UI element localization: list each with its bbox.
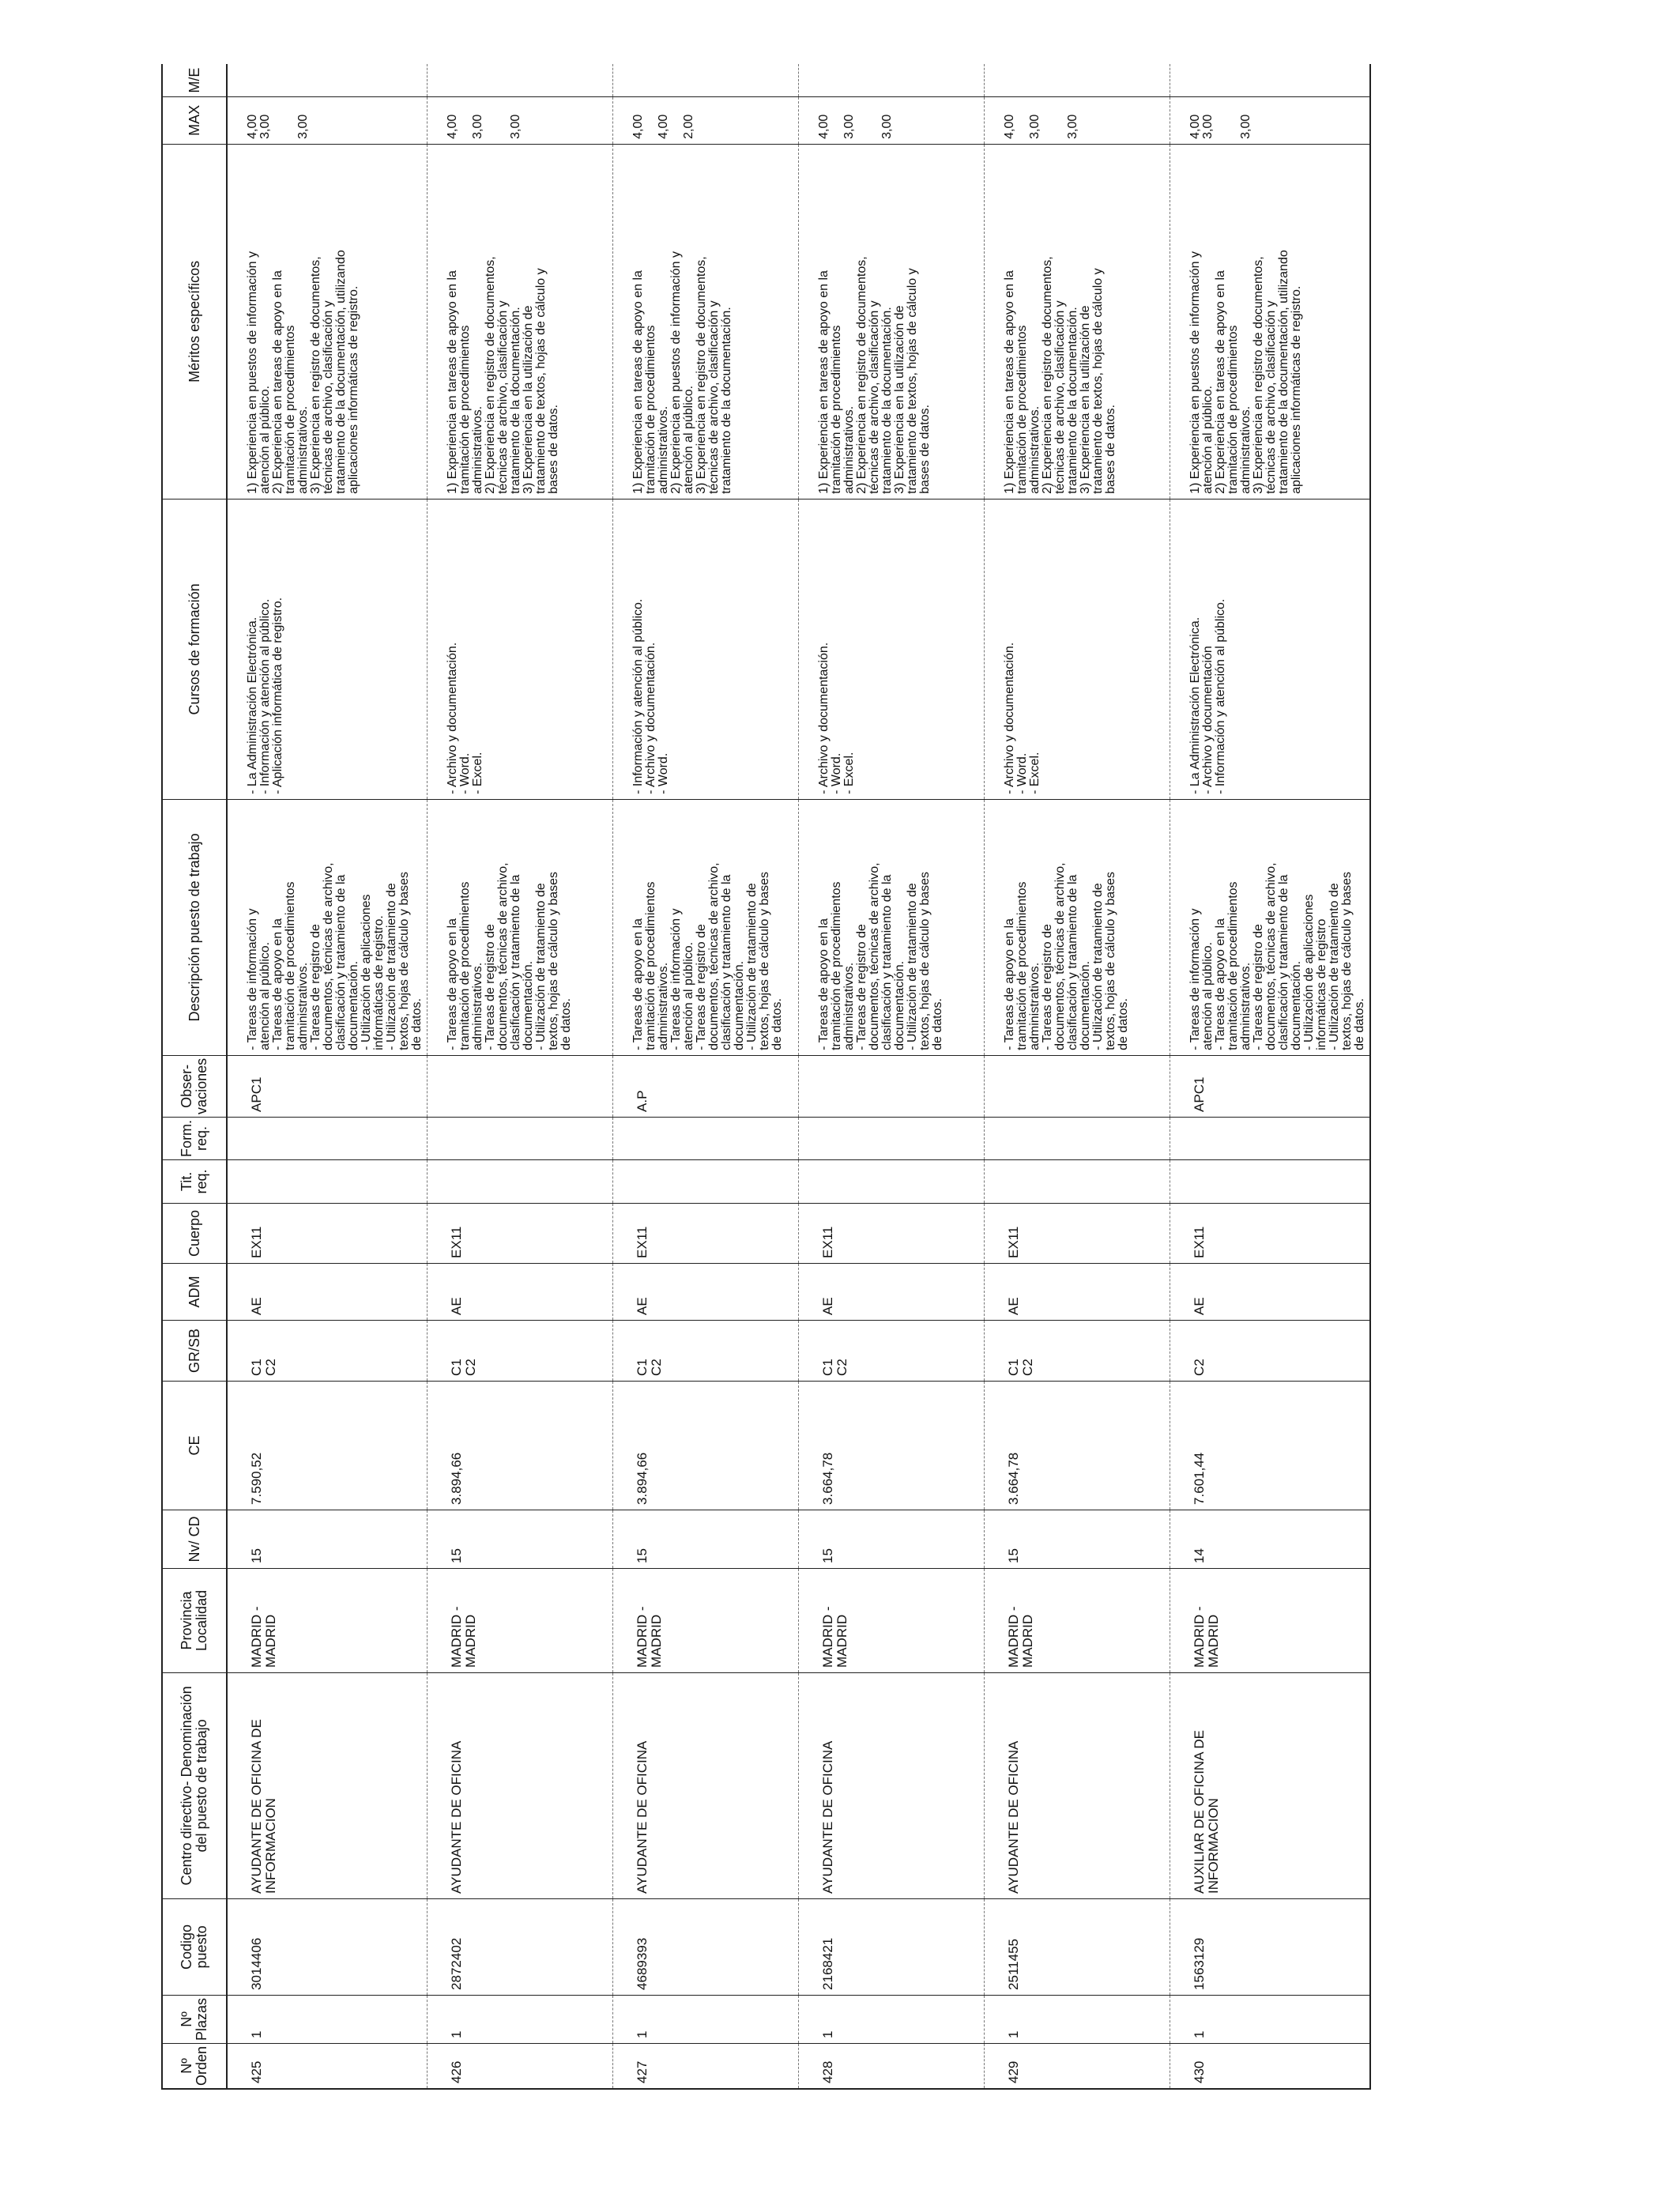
adm-cell: AE — [613, 1263, 799, 1320]
adm-cell: AE — [428, 1263, 613, 1320]
max-cell: 4,00 3,00 3,00 — [985, 96, 1170, 144]
plazas-cell: 1 — [1170, 1995, 1371, 2043]
col-header-obs: Obser- vaciones — [162, 1055, 227, 1117]
orden-cell: 428 — [799, 2043, 985, 2089]
cuerpo-cell: EX11 — [428, 1203, 613, 1263]
cuerpo-cell: EX11 — [799, 1203, 985, 1263]
tit-cell — [227, 1159, 428, 1203]
orden-cell: 425 — [227, 2043, 428, 2089]
tit-cell — [613, 1159, 799, 1203]
provincia-cell: MADRID - MADRID — [985, 1568, 1170, 1672]
table-row — [985, 64, 1170, 2089]
centro-cell: AYUDANTE DE OFICINA — [799, 1672, 985, 1898]
me-cell — [227, 64, 428, 96]
codigo-cell: 3014406 — [227, 1898, 428, 1995]
plazas-cell: 1 — [613, 1995, 799, 2043]
meritos-cell: 1) Experiencia en tareas de apoyo en la tramitación de procedimientos administrativos. 2) Experiencia en registro de documentos, técnicas de archivo, clasificación y tratamiento de la documentación. 3) Experiencia en la utilización de tratamiento de textos, hojas de cálculo y bases de datos. — [428, 144, 613, 499]
col-header-grupo: GR/SB — [162, 1320, 227, 1381]
plazas-cell: 1 — [799, 1995, 985, 2043]
codigo-cell: 2511455 — [985, 1898, 1170, 1995]
form-cell — [613, 1117, 799, 1159]
centro-cell: AYUDANTE DE OFICINA — [613, 1672, 799, 1898]
nivel-cell: 15 — [227, 1510, 428, 1568]
tit-cell — [428, 1159, 613, 1203]
table-row — [227, 64, 428, 2089]
col-header-cuerpo: Cuerpo — [162, 1203, 227, 1263]
meritos-cell: 1) Experiencia en tareas de apoyo en la tramitación de procedimientos administrativos. 2) Experiencia en registro de documentos, técnicas de archivo, clasificación y tratamiento de la documentación. 3) Experiencia en la utilización de tratamiento de textos, hojas de cálculo y bases de datos. — [799, 144, 985, 499]
tit-cell — [985, 1159, 1170, 1203]
max-cell: 4,00 3,00 3,00 — [227, 96, 428, 144]
plazas-cell: 1 — [227, 1995, 428, 2043]
form-cell — [428, 1117, 613, 1159]
cuerpo-cell: EX11 — [1170, 1203, 1371, 1263]
form-cell — [1170, 1117, 1371, 1159]
cursos-cell: - Archivo y documentación. - Word. - Excel. — [985, 499, 1170, 799]
me-cell — [428, 64, 613, 96]
cursos-cell: - La Administración Electrónica. - Archivo y documentación - Información y atención al público. — [1170, 499, 1371, 799]
meritos-cell: 1) Experiencia en tareas de apoyo en la tramitación de procedimientos administrativos. 2) Experiencia en registro de documentos, técnicas de archivo, clasificación y tratamiento de la documentación. 3) Experiencia en la utilización de tratamiento de textos, hojas de cálculo y bases de datos. — [985, 144, 1170, 499]
table-row — [428, 64, 613, 2089]
centro-cell: AYUDANTE DE OFICINA DE INFORMACION — [227, 1672, 428, 1898]
obs-cell — [985, 1055, 1170, 1117]
col-header-max: MAX — [162, 96, 227, 144]
desc-cell: - Tareas de apoyo en la tramitación de procedimientos administrativos. - Tareas de información y atención al público. - Tareas de registro de documentos, técnicas de archivo, clasificación y tratamiento de la documentación. - Utilización de tratamiento de textos, hojas de cálculo y bases de datos. — [613, 799, 799, 1055]
adm-cell: AE — [227, 1263, 428, 1320]
meritos-cell: 1) Experiencia en puestos de información y atención al público. 2) Experiencia en tareas de apoyo en la tramitación de procedimientos administrativos. 3) Experiencia en registro de documentos, técnicas de archivo, clasificación y tratamiento de la documentación, utilizando aplicaciones informáticas de registro. — [227, 144, 428, 499]
meritos-cell: 1) Experiencia en tareas de apoyo en la tramitación de procedimientos administrativos. 2) Experiencia en puestos de información y atención al público. 3) Experiencia en registro de documentos, técnicas de archivo, clasificación y tratamiento de la documentación. — [613, 144, 799, 499]
col-header-adm: ADM — [162, 1263, 227, 1320]
ce-cell: 3.664,78 — [985, 1381, 1170, 1510]
codigo-cell: 2872402 — [428, 1898, 613, 1995]
max-cell: 4,00 4,00 2,00 — [613, 96, 799, 144]
grupo-cell: C1 C2 — [799, 1320, 985, 1381]
nivel-cell: 15 — [985, 1510, 1170, 1568]
col-header-meritos: Méritos específicos — [162, 144, 227, 499]
provincia-cell: MADRID - MADRID — [613, 1568, 799, 1672]
desc-cell: - Tareas de apoyo en la tramitación de procedimientos administrativos. - Tareas de registro de documentos, técnicas de archivo, clasificación y tratamiento de la documentación. - Utilización de tratamiento de textos, hojas de cálculo y bases de datos. — [799, 799, 985, 1055]
me-cell — [799, 64, 985, 96]
obs-cell — [428, 1055, 613, 1117]
desc-cell: - Tareas de información y atención al público. - Tareas de apoyo en la tramitación de procedimientos administrativos. - Tareas de registro de documentos, técnicas de archivo, clasificación y tratamiento de la documentación. - Utilización de aplicaciones informáticas de registro. - Utilización de tratamiento de textos, hojas de cálculo y bases de datos. — [227, 799, 428, 1055]
ce-cell: 7.590,52 — [227, 1381, 428, 1510]
centro-cell: AYUDANTE DE OFICINA — [985, 1672, 1170, 1898]
cuerpo-cell: EX11 — [227, 1203, 428, 1263]
desc-cell: - Tareas de información y atención al público. - Tareas de apoyo en la tramitación de procedimientos administrativos. - Tareas de registro de documentos, técnicas de archivo, clasificación y tratamiento de la documentación. - Utilización de aplicaciones informáticas de registro - Utilización de tratamiento de textos, hojas de cálculo y bases de datos. — [1170, 799, 1371, 1055]
grupo-cell: C1 C2 — [985, 1320, 1170, 1381]
provincia-cell: MADRID - MADRID — [428, 1568, 613, 1672]
centro-cell: AYUDANTE DE OFICINA — [428, 1672, 613, 1898]
col-header-plazas: Nº Plazas — [162, 1995, 227, 2043]
ce-cell: 3.894,66 — [613, 1381, 799, 1510]
obs-cell: APC1 — [1170, 1055, 1371, 1117]
cuerpo-cell: EX11 — [985, 1203, 1170, 1263]
table-row — [1170, 64, 1371, 2089]
desc-cell: - Tareas de apoyo en la tramitación de procedimientos administrativos. - Tareas de registro de documentos, técnicas de archivo, clasificación y tratamiento de la documentación. - Utilización de tratamiento de textos, hojas de cálculo y bases de datos. — [985, 799, 1170, 1055]
obs-cell: A.P — [613, 1055, 799, 1117]
cursos-cell: - Archivo y documentación. - Word. - Excel. — [428, 499, 613, 799]
orden-cell: 427 — [613, 2043, 799, 2089]
grupo-cell: C1 C2 — [227, 1320, 428, 1381]
ce-cell: 3.664,78 — [799, 1381, 985, 1510]
me-cell — [613, 64, 799, 96]
col-header-cursos: Cursos de formación — [162, 499, 227, 799]
orden-cell: 430 — [1170, 2043, 1371, 2089]
desc-cell: - Tareas de apoyo en la tramitación de procedimientos administrativos. - Tareas de registro de documentos, técnicas de archivo, clasificación y tratamiento de la documentación. - Utilización de tratamiento de textos, hojas de cálculo y bases de datos. — [428, 799, 613, 1055]
adm-cell: AE — [799, 1263, 985, 1320]
provincia-cell: MADRID - MADRID — [799, 1568, 985, 1672]
nivel-cell: 15 — [799, 1510, 985, 1568]
ce-cell: 7.601,44 — [1170, 1381, 1371, 1510]
obs-cell — [799, 1055, 985, 1117]
provincia-cell: MADRID - MADRID — [227, 1568, 428, 1672]
me-cell — [1170, 64, 1371, 96]
cuerpo-cell: EX11 — [613, 1203, 799, 1263]
col-header-tit: Tit. req. — [162, 1159, 227, 1203]
codigo-cell: 2168421 — [799, 1898, 985, 1995]
tit-cell — [1170, 1159, 1371, 1203]
col-header-nivel: Nv/ CD — [162, 1510, 227, 1568]
orden-cell: 426 — [428, 2043, 613, 2089]
centro-cell: AUXILIAR DE OFICINA DE INFORMACION — [1170, 1672, 1371, 1898]
col-header-me: M/E — [162, 64, 227, 96]
plazas-cell: 1 — [428, 1995, 613, 2043]
col-header-centro: Centro directivo- Denominación del puesto de trabajo — [162, 1672, 227, 1898]
plazas-cell: 1 — [985, 1995, 1170, 2043]
max-cell: 4,00 3,00 3,00 — [799, 96, 985, 144]
col-header-codigo: Codigo puesto — [162, 1898, 227, 1995]
nivel-cell: 14 — [1170, 1510, 1371, 1568]
col-header-desc: Descripción puesto de trabajo — [162, 799, 227, 1055]
table-row — [613, 64, 799, 2089]
obs-cell: APC1 — [227, 1055, 428, 1117]
header-row — [162, 64, 227, 2089]
table-row — [799, 64, 985, 2089]
cursos-cell: - La Administración Electrónica. - Información y atención al público. - Aplicación informática de registro. — [227, 499, 428, 799]
codigo-cell: 1563129 — [1170, 1898, 1371, 1995]
form-cell — [227, 1117, 428, 1159]
nivel-cell: 15 — [613, 1510, 799, 1568]
col-header-orden: Nº Orden — [162, 2043, 227, 2089]
grupo-cell: C1 C2 — [613, 1320, 799, 1381]
max-cell: 4,00 3,00 3,00 — [428, 96, 613, 144]
provincia-cell: MADRID - MADRID — [1170, 1568, 1371, 1672]
tit-cell — [799, 1159, 985, 1203]
grupo-cell: C2 — [1170, 1320, 1371, 1381]
form-cell — [799, 1117, 985, 1159]
grupo-cell: C1 C2 — [428, 1320, 613, 1381]
positions-table — [161, 64, 1371, 2090]
form-cell — [985, 1117, 1170, 1159]
me-cell — [985, 64, 1170, 96]
cursos-cell: - Archivo y documentación. - Word. - Excel. — [799, 499, 985, 799]
meritos-cell: 1) Experiencia en puestos de información y atención al público. 2) Experiencia en tareas de apoyo en la tramitación de procedimientos administrativos. 3) Experiencia en registro de documentos, técnicas de archivo, clasificación y tratamiento de la documentación, utilizando aplicaciones informáticas de registro. — [1170, 144, 1371, 499]
col-header-ce: CE — [162, 1381, 227, 1510]
adm-cell: AE — [985, 1263, 1170, 1320]
orden-cell: 429 — [985, 2043, 1170, 2089]
col-header-form: Form. req. — [162, 1117, 227, 1159]
max-cell: 4,00 3,00 3,00 — [1170, 96, 1371, 144]
nivel-cell: 15 — [428, 1510, 613, 1568]
col-header-provincia: Provincia Localidad — [162, 1568, 227, 1672]
ce-cell: 3.894,66 — [428, 1381, 613, 1510]
adm-cell: AE — [1170, 1263, 1371, 1320]
codigo-cell: 4689393 — [613, 1898, 799, 1995]
cursos-cell: - Información y atención al público. - Archivo y documentación. - Word. — [613, 499, 799, 799]
